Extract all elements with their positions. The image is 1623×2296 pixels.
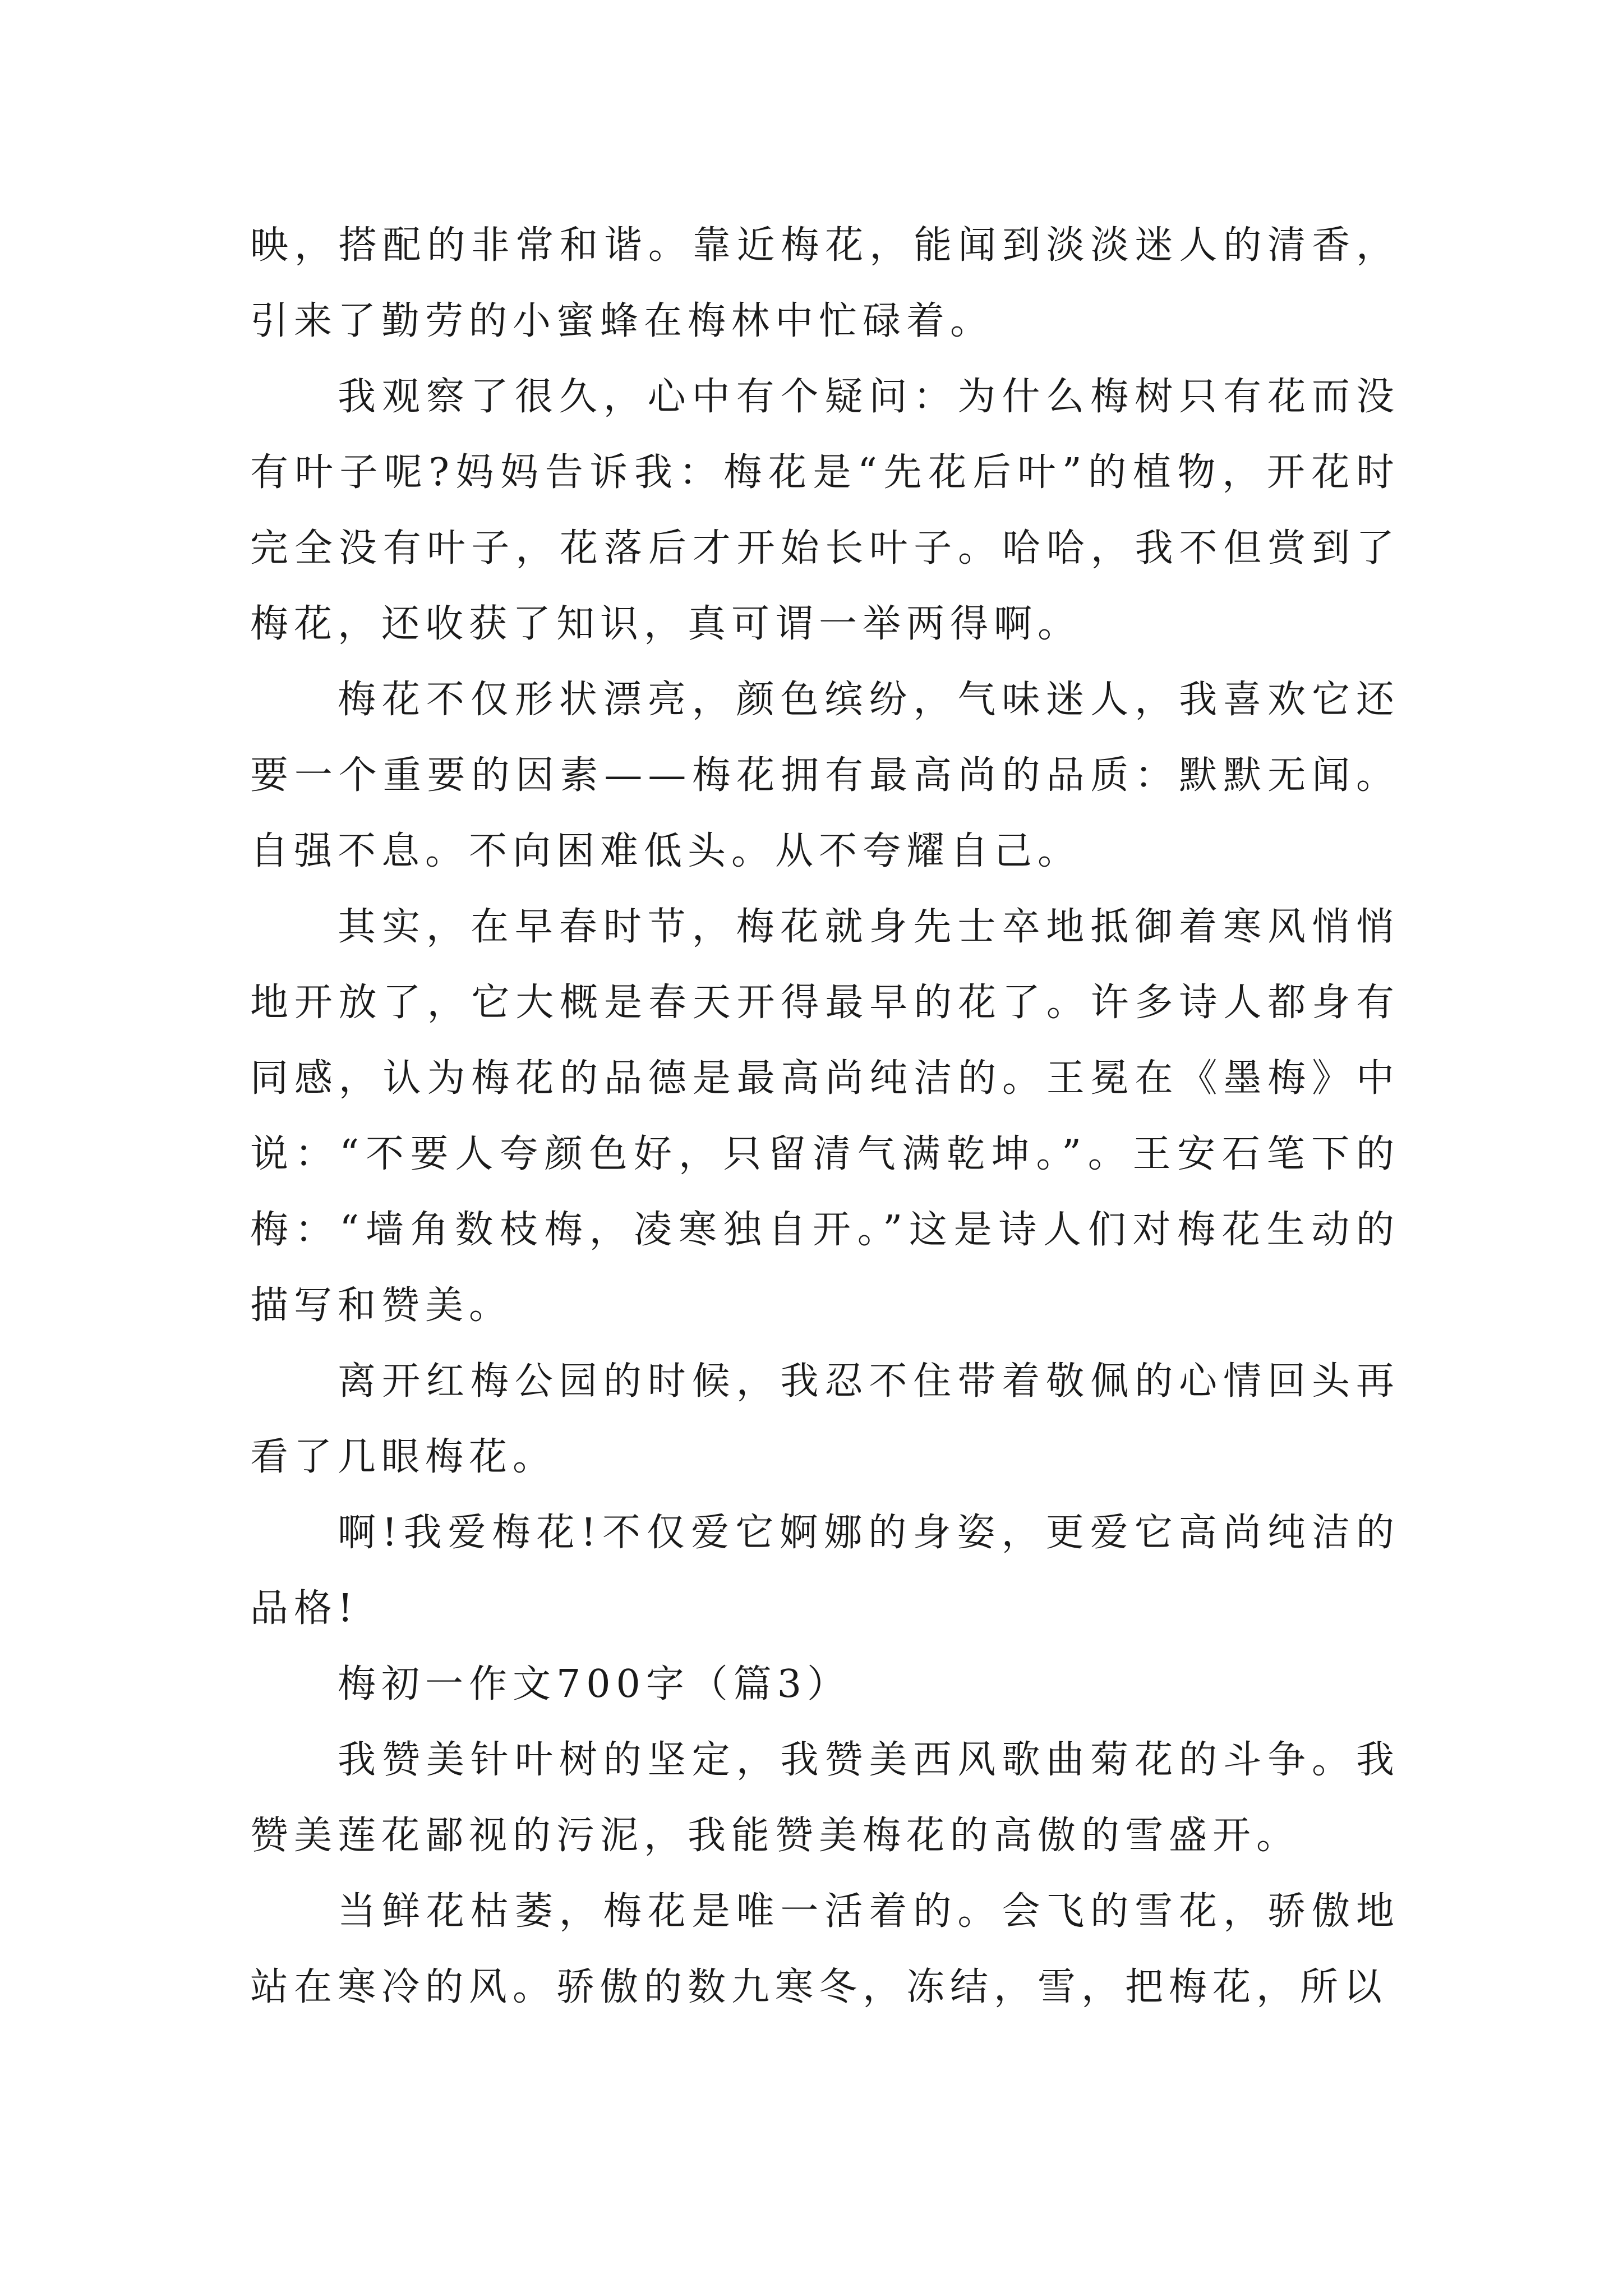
paragraph-6: 啊!我爱梅花!不仅爱它婀娜的身姿，更爱它高尚纯洁的品格! bbox=[250, 1511, 1400, 1631]
paragraph-3: 梅花不仅形状漂亮，颜色缤纷，气味迷人，我喜欢它还要一个重要的因素——梅花拥有最高尚的品质：默默无闻。自强不息。不向困难低头。从不夸耀自己。 bbox=[250, 678, 1400, 873]
paragraph-7: 我赞美针叶树的坚定，我赞美西风歌曲菊花的斗争。我赞美莲花鄙视的污泥，我能赞美梅花的高傲的雪盛开。 bbox=[250, 1738, 1400, 1858]
paragraph-5: 离开红梅公园的时候，我忍不住带着敬佩的心情回头再看了几眼梅花。 bbox=[250, 1359, 1400, 1479]
paragraph-8: 当鲜花枯萎，梅花是唯一活着的。会飞的雪花，骄傲地站在寒冷的风。骄傲的数九寒冬，冻结，雪，把梅花，所以 bbox=[250, 1889, 1400, 2009]
paragraph-2: 我观察了很久，心中有个疑问：为什么梅树只有花而没有叶子呢?妈妈告诉我：梅花是“先花后叶”的植物，开花时完全没有叶子，花落后才开始长叶子。哈哈，我不但赏到了梅花，还收获了知识，真可谓一举两得啊。 bbox=[250, 375, 1400, 646]
paragraph-1: 映，搭配的非常和谐。靠近梅花，能闻到淡淡迷人的清香，引来了勤劳的小蜜蜂在梅林中忙碌着。 bbox=[250, 223, 1400, 343]
paragraph-4: 其实，在早春时节，梅花就身先士卒地抵御着寒风悄悄地开放了，它大概是春天开得最早的花了。许多诗人都身有同感，认为梅花的品德是最高尚纯洁的。王冕在《墨梅》中说：“不要人夸颜色好，只留清气满乾坤。”。王安石笔下的梅：“墙角数枝梅，凌寒独自开。”这是诗人们对梅花生动的描写和赞美。 bbox=[250, 905, 1400, 1328]
document-body bbox=[250, 208, 1400, 2025]
section-heading: 梅初一作文700字（篇3） bbox=[338, 1662, 851, 1706]
